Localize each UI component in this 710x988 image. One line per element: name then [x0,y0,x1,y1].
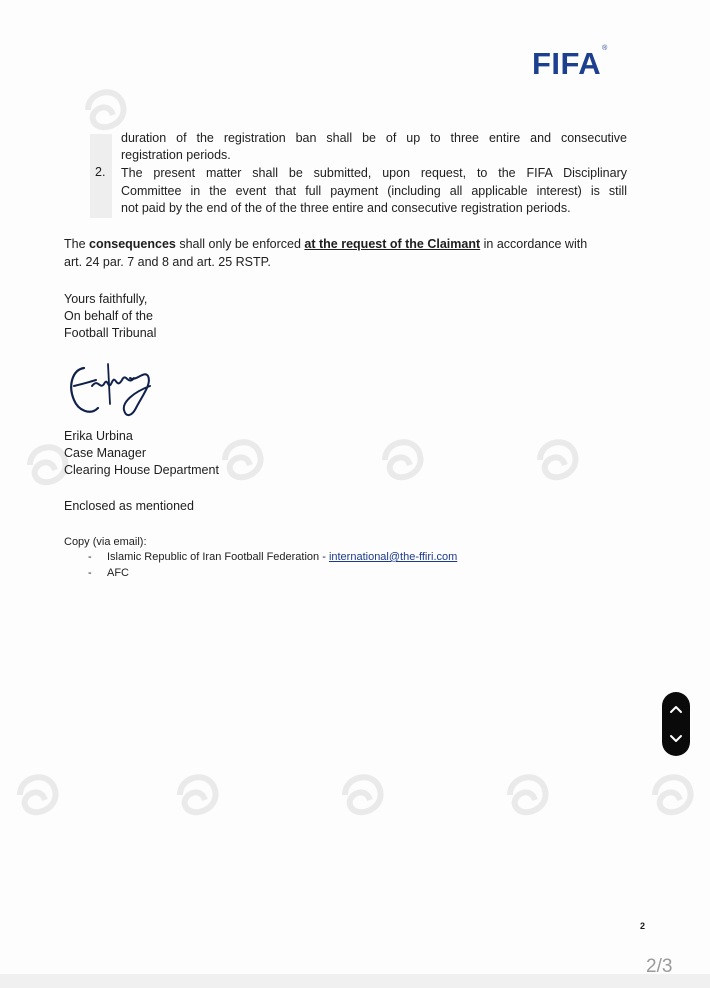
enclosed-note: Enclosed as mentioned [64,499,194,513]
watermark-logo-icon [215,430,275,490]
handwritten-signature [64,356,160,426]
signer-title: Case Manager [64,446,146,460]
viewer-bottom-bar [0,974,710,988]
page-navigation-control [662,692,690,756]
list-item-2-line-3: not paid by the end of the of the three entire and consecutive registration periods. [121,201,571,215]
fifa-logo: FIFA® [532,45,608,81]
copy-bullet-2: - [88,567,92,579]
watermark-logo-icon [170,765,230,825]
list-item-1-line-1: duration of the registration ban shall be of up to three entire and consecutive [121,131,627,145]
list-item-1-line-2: registration periods. [121,148,231,162]
copy-item-2: AFC [107,567,129,579]
watermark-logo-icon [645,765,705,825]
watermark-logo-icon [375,430,435,490]
list-item-2-line-1: The present matter shall be submitted, upon request, to the FIFA Disciplinary [121,166,627,180]
federation-email-link[interactable]: international@the-ffiri.com [328,551,458,563]
chevron-up-icon [662,696,690,724]
previous-page-button[interactable] [662,696,690,724]
page-counter: 2/3 [646,956,673,974]
next-page-button[interactable] [662,724,690,752]
signer-department: Clearing House Department [64,463,219,477]
list-item-2-number: 2. [95,165,106,179]
page-number: 2 [640,921,646,931]
watermark-logo-icon [335,765,395,825]
consequences-paragraph: The consequences shall only be enforced at the request of the Claimant in accordance with [64,237,588,251]
copy-item-1: Islamic Republic of Iran Football Federation - international@the-ffiri.com [107,551,458,563]
claimant-request-bold: at the request of the Claimant [304,237,481,251]
signer-name: Erika Urbina [64,429,133,443]
closing-line-3: Football Tribunal [64,326,157,340]
closing-line-2: On behalf of the [64,309,153,323]
watermark-logo-icon [10,765,70,825]
list-item-2-line-2: Committee in the event that full payment (including all applicable interest) is still [121,184,627,198]
copy-bullet-1: - [88,551,92,563]
consequences-bold: consequences [89,237,176,251]
closing-line-1: Yours faithfully, [64,292,148,306]
watermark-logo-icon [530,430,590,490]
watermark-logo-icon [500,765,560,825]
chevron-down-icon [662,724,690,752]
copy-heading: Copy (via email): [64,536,147,548]
consequences-paragraph-line-2: art. 24 par. 7 and 8 and art. 25 RSTP. [64,255,271,269]
